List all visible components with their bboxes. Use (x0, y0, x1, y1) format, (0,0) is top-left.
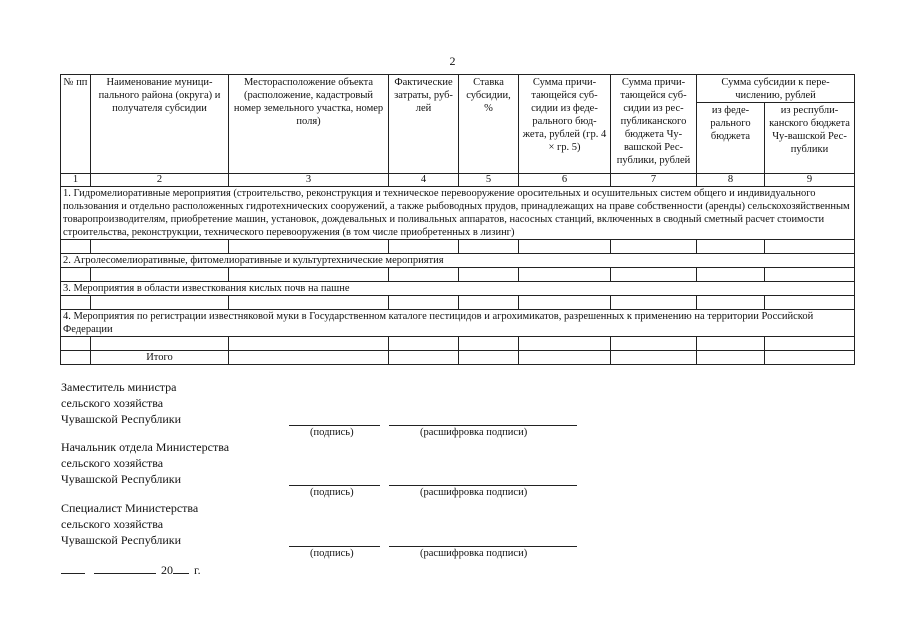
signature-block-specialist (61, 500, 198, 548)
date-year-prefix: 20 (161, 563, 173, 577)
signature-title-line: Чувашской Республики (61, 472, 182, 486)
column-number: 3 (229, 174, 389, 187)
section-row (61, 254, 855, 268)
signature-decode-caption: (расшифровка подписи) (420, 487, 528, 498)
header-col-republic-due: Сумма причи-тающейся суб-сидии из рес-публиканского бюджета Чу-вашской Рес-публики, рублей (611, 75, 697, 174)
column-number: 1 (61, 174, 91, 187)
column-number: 8 (697, 174, 765, 187)
signature-title-line: Чувашской Республики (61, 533, 182, 547)
date-day-field[interactable] (61, 562, 85, 574)
date-month-field[interactable] (94, 562, 156, 574)
section-row (61, 282, 855, 296)
date-year-suffix: г. (194, 563, 201, 577)
signature-title-line: сельского хозяйства (61, 517, 164, 531)
date-line (61, 562, 201, 578)
signature-line[interactable] (289, 485, 380, 486)
signature-decode-line[interactable] (389, 546, 577, 547)
signature-caption: (подпись) (310, 487, 354, 498)
column-number: 7 (611, 174, 697, 187)
table-row (61, 268, 855, 282)
signature-title-line: сельского хозяйства (61, 396, 164, 410)
signature-block-department-head (61, 439, 229, 487)
table-row (61, 337, 855, 351)
header-col-federal-due: Сумма причи-тающейся суб-сидии из феде-рального бюд-жета, рублей (гр. 4 × гр. 5) (519, 75, 611, 174)
table-row (61, 296, 855, 310)
section-4-title: 4. Мероприятия по регистрации известняковой муки в Государственном каталоге пестицидов и агрохимикатов, разрешенных к применению на территории Российской Федерации (61, 310, 855, 337)
subsidy-table (60, 74, 855, 365)
signature-line[interactable] (289, 425, 380, 426)
signature-decode-line[interactable] (389, 485, 577, 486)
signature-block-deputy-minister (61, 379, 181, 427)
header-row (61, 75, 855, 103)
section-1-title: 1. Гидромелиоративные мероприятия (строительство, реконструкция и техническое перевооружение оросительных и осушительных систем общего и индивидуального пользования и отдельно расположенных гидротехнических сооружений, а также рыбоводных прудов, принадлежащих на праве собственности (аренды) сельскохозяйственным товаропроизводителям, приобретение машин, установок, дождевальных и поливальных аппаратов, насосных станций, включенных в сводный сметный расчет стоимости строительства, реконструкции, технического перевооружения (в том числе приобретенных в лизинг) (61, 187, 855, 240)
signature-decode-caption: (расшифровка подписи) (420, 427, 528, 438)
header-col-location: Месторасположение объекта (расположение, кадастровый номер земельного участка, номер поля) (229, 75, 389, 174)
signature-decode-caption: (расшифровка подписи) (420, 548, 528, 559)
header-col-rate: Ставка субсидии, % (459, 75, 519, 174)
column-number-row (61, 174, 855, 187)
column-number: 9 (765, 174, 855, 187)
signature-title-line: Специалист Министерства (61, 501, 199, 515)
page-number: 2 (449, 54, 456, 68)
signature-line[interactable] (289, 546, 380, 547)
signature-title-line: Начальник отдела Министерства (61, 440, 230, 454)
header-col-costs: Фактические затраты, руб-лей (389, 75, 459, 174)
column-number: 6 (519, 174, 611, 187)
header-col-district: Наименование муници-пального района (округа) и получателя субсидии (91, 75, 229, 174)
table-row (61, 240, 855, 254)
column-number: 4 (389, 174, 459, 187)
header-col-number: № пп (61, 75, 91, 174)
section-row (61, 187, 855, 240)
signature-title-line: Заместитель министра (61, 380, 177, 394)
header-col-transfer-group: Сумма субсидии к пере-числению, рублей (697, 75, 855, 103)
total-label: Итого (91, 351, 229, 365)
signature-title-line: сельского хозяйства (61, 456, 164, 470)
section-row (61, 310, 855, 337)
section-3-title: 3. Мероприятия в области известкования кислых почв на пашне (61, 282, 855, 296)
signature-title-line: Чувашской Республики (61, 412, 182, 426)
column-number: 2 (91, 174, 229, 187)
signature-caption: (подпись) (310, 548, 354, 559)
section-2-title: 2. Агролесомелиоративные, фитомелиоративные и культуртехнические мероприятия (61, 254, 855, 268)
column-number: 5 (459, 174, 519, 187)
signature-caption: (подпись) (310, 427, 354, 438)
header-col-transfer-federal: из феде-рального бюджета (697, 103, 765, 174)
date-year-field[interactable] (173, 562, 189, 574)
signature-decode-line[interactable] (389, 425, 577, 426)
total-row (61, 351, 855, 365)
header-col-transfer-republic: из республи-канского бюджета Чу-вашской Рес-публики (765, 103, 855, 174)
